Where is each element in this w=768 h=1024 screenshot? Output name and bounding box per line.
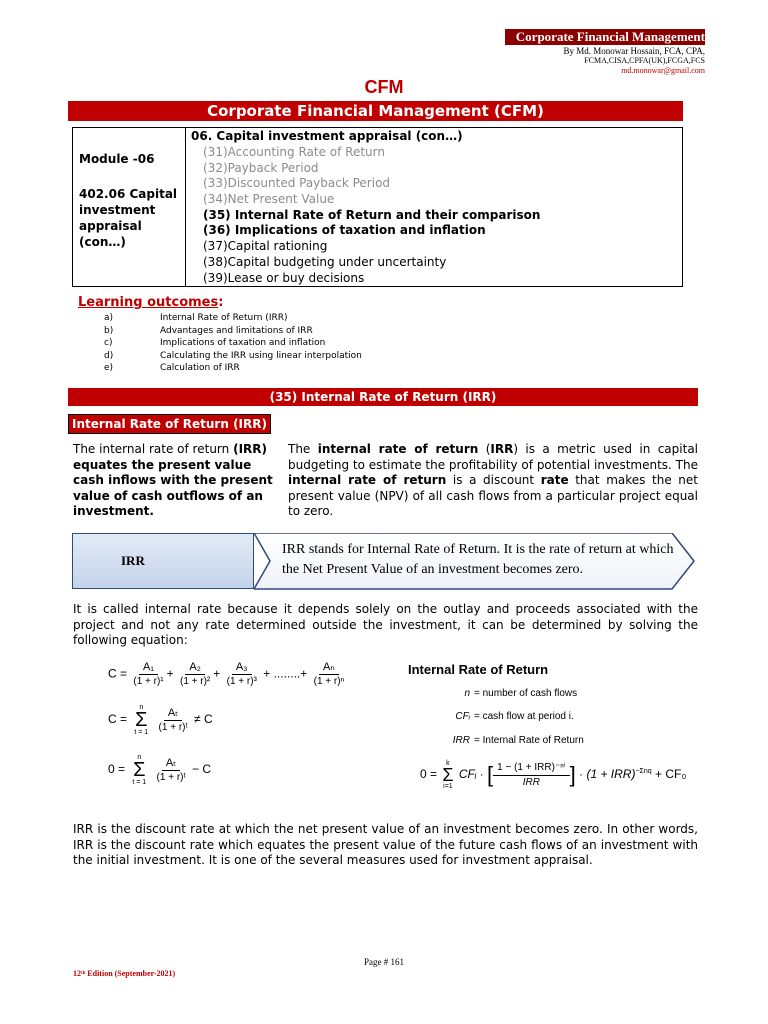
callout-body: IRR stands for Internal Rate of Return. It is the rate of return at which the Net Present Value of an investment becomes zero.: [282, 542, 674, 577]
header-author: By Md. Monowar Hossain, FCA, CPA,: [563, 46, 705, 56]
learning-outcomes-title: Learning outcomes:: [78, 295, 224, 310]
header-email[interactable]: md.monowar@gmail.com: [621, 66, 705, 75]
header-course-title: Corporate Financial Management: [505, 29, 705, 45]
paragraph-irr-summary: IRR is the discount rate at which the net present value of an investment becomes zero. In other words, IRR is the discount rate which equates the present value of the future cash flows of an investment with the initial investment. It is one of the several measures used for investment appraisal.: [73, 822, 698, 867]
topic-item: (35) Internal Rate of Return and their comparison: [203, 207, 541, 222]
edition-note: 12ᵗʰ Edition (September-2021): [73, 969, 176, 978]
module-table: [72, 127, 683, 287]
header-credentials: FCMA,CISA,CPFA(UK),FCGA,FCS: [584, 56, 705, 65]
callout-label: IRR: [72, 533, 254, 589]
topic-item: (36) Implications of taxation and inflation: [203, 223, 486, 237]
formula-2: C = n Σ t = 1 $\frac{\text{Aₜ}}{\text{(1 + r)ᵗ}}$ ≠ C: [108, 704, 213, 736]
learning-outcome-item: a) Internal Rate of Return (IRR): [104, 313, 288, 323]
topic-item: (31)Accounting Rate of Return: [203, 145, 385, 159]
formula-3: 0 = n Σ t = 1 $\frac{\text{Aₜ}}{\text{(1 + r)ᵗ}}$ − C: [108, 754, 212, 786]
topic-item: (34)Net Present Value: [203, 191, 335, 206]
learning-outcome-item: e) Calculation of IRR: [104, 363, 240, 373]
module-description: 402.06 Capital investment appraisal (con…): [79, 187, 178, 249]
irr-callout: [70, 531, 700, 591]
legend-row: CFᵢ = cash flow at period i.: [455, 711, 574, 722]
callout-text-area: [254, 533, 696, 589]
topic-item: (39)Lease or buy decisions: [203, 270, 365, 285]
title-banner: Corporate Financial Management (CFM): [68, 101, 683, 121]
topic-item: (38)Capital budgeting under uncertainty: [203, 255, 447, 269]
legend-row: n = number of cash flows: [464, 688, 578, 699]
module-column: [73, 128, 186, 286]
irr-equation: 0 = k Σ i=1 CFᵢ · [ $\frac{\text{1 − (1 + IRR)⁻ⁿⁱ}}{\text{IRR}}$ ] · (1 + IRR)$^{-\Sigma nq}$ + CF₀: [420, 760, 687, 790]
section-heading-bar: (35) Internal Rate of Return (IRR): [68, 388, 698, 406]
irr-formula-title: Internal Rate of Return: [408, 662, 549, 677]
topic-item: (33)Discounted Payback Period: [203, 176, 391, 190]
formula-1: C = $\frac{\text{A₁}}{\text{(1 + r)¹}}$ + $\frac{\text{A₂}}{\text{(1 + r)²}}$ + $\frac{\text{A₃}}{\text{(1 + r)³}}$ + ........+ $\frac{\text{Aₙ}}{\text{(1 + r)ⁿ}}$: [108, 661, 345, 687]
learning-outcome-item: d) Calculating the IRR using linear interpolation: [104, 350, 362, 361]
topic-item: (37)Capital rationing: [203, 239, 328, 253]
module-label: Module -06: [79, 152, 155, 166]
page-number: Page # 161: [364, 957, 404, 967]
topic-heading: 06. Capital investment appraisal (con…): [191, 129, 463, 143]
learning-outcome-item: b) Advantages and limitations of IRR: [104, 325, 313, 336]
document-title: CFM: [364, 77, 404, 97]
right-definition: The internal rate of return (IRR) is a metric used in capital budgeting to estimate the profitability of potential investments. The internal rate of return is a discount rate that makes the net present value (NPV) of all cash flows from a particular project equal to zero.: [288, 442, 699, 518]
topic-item: (32)Payback Period: [203, 160, 319, 175]
subsection-heading: Internal Rate of Return (IRR): [68, 414, 271, 434]
left-definition: The internal rate of return (IRR) equates the present value cash inflows with the present value of cash outflows of an investment.: [73, 442, 273, 518]
learning-outcome-item: c) Implications of taxation and inflation: [104, 338, 326, 348]
paragraph-internal-rate: It is called internal rate because it depends solely on the outlay and proceeds associated with the project and not any rate determined outside the investment, it can be determined by solving the following equation:: [73, 602, 698, 647]
legend-row: IRR = Internal Rate of Return: [452, 735, 584, 746]
